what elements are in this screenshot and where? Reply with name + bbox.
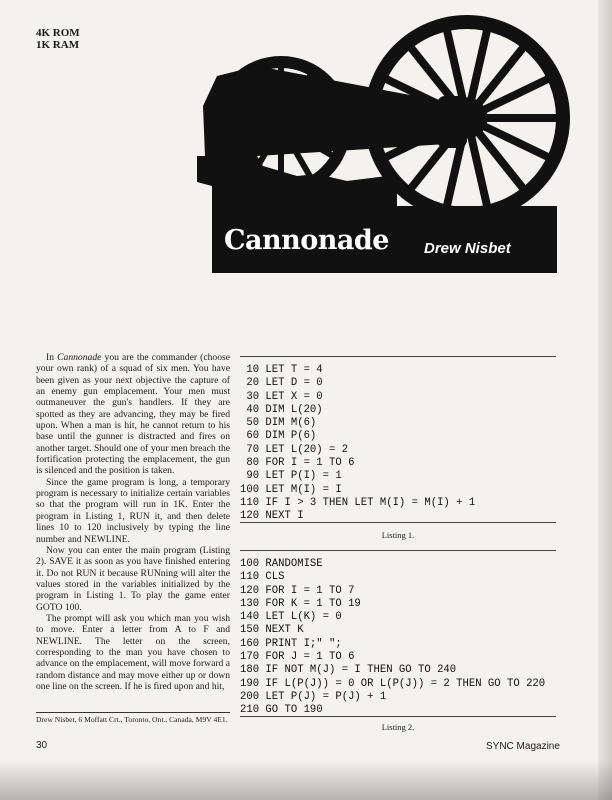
code-line: 190 IF L(P(J)) = 0 OR L(P(J)) = 2 THEN GO TO 220 xyxy=(240,677,546,690)
footnote-divider xyxy=(36,712,230,713)
code-line: 120 FOR I = 1 TO 7 xyxy=(240,584,355,597)
code-line: 200 LET P(J) = P(J) + 1 xyxy=(240,690,387,703)
listing-2-top-rule xyxy=(240,550,556,551)
code-line: 60 DIM P(6) xyxy=(240,430,317,443)
page-edge-shadow xyxy=(598,0,612,800)
listing-2-code xyxy=(240,558,545,718)
code-line: 30 LET X = 0 xyxy=(240,390,323,403)
article-author: Drew Nisbet xyxy=(424,240,511,257)
rom-requirement: 4K ROM xyxy=(36,27,80,39)
paragraph-1: In Cannonade you are the commander (choose your own rank) of a squad of six men. You have been given as your next objective the capture of an enemy gun emplacement. Your men must outmaneuver the gun's handlers. If they are spotted as they are advancing, they may be fired upon. When a man is hit, he cannot return to his base until the gunner is distracted and fires on another target. Should one of your men breach the fortification protecting the emplacement, the gun is silenced and the position is taken. xyxy=(36,352,231,477)
author-address: Drew Nisbet, 6 Moffatt Crt., Toronto, Ont., Canada, M9V 4E1. xyxy=(36,715,228,724)
code-line: 100 RANDOMISE xyxy=(240,558,323,570)
code-line: 170 FOR J = 1 TO 6 xyxy=(240,651,355,664)
code-line: 40 DIM L(20) xyxy=(240,403,323,416)
code-line: 10 LET T = 4 xyxy=(240,364,323,376)
ram-requirement: 1K RAM xyxy=(36,39,80,51)
article-body xyxy=(36,352,230,692)
listing-1-code xyxy=(240,364,475,524)
code-line: 140 LET L(K) = 0 xyxy=(240,611,342,624)
listing-2-caption: Listing 2. xyxy=(381,722,415,732)
paragraph-2: Since the game program is long, a temporary program is necessary to initialize certain variables so that the program will run in 1K. Enter the program in Listing 1, RUN it, and then delete lines 10 to 120 inclusively by typing the line number and NEWLINE. xyxy=(36,476,230,545)
page-number: 30 xyxy=(36,740,48,751)
code-line: 100 LET M(I) = I xyxy=(240,483,342,496)
game-name: Cannonade xyxy=(57,352,102,363)
paragraph-4: The prompt will ask you which man you wish to move. Enter a letter from A to F and NEWLINE. The letter on the screen, corresponding to the man you have chosen to advance on the emplacement, will move forward a random distance and may move either up or down one line on the screen. If he is fired upon and hit, xyxy=(36,612,230,692)
listing-2-bottom-rule xyxy=(240,716,556,717)
code-line: 20 LET D = 0 xyxy=(240,377,323,390)
code-line: 130 FOR K = 1 TO 19 xyxy=(240,597,361,610)
listing-1-bottom-rule xyxy=(240,522,556,523)
code-line: 110 CLS xyxy=(240,571,285,584)
bottom-shadow xyxy=(0,760,612,800)
article-title: Cannonade xyxy=(224,225,389,256)
listing-1-top-rule xyxy=(240,356,556,357)
system-requirements xyxy=(36,27,80,51)
code-line: 80 FOR I = 1 TO 6 xyxy=(240,457,355,470)
code-line: 70 LET L(20) = 2 xyxy=(240,443,349,456)
code-line: 160 PRINT I;" "; xyxy=(240,637,342,650)
code-line: 90 LET P(I) = 1 xyxy=(240,470,342,483)
code-line: 210 GO TO 190 xyxy=(240,704,323,717)
code-line: 180 IF NOT M(J) = I THEN GO TO 240 xyxy=(240,664,457,677)
magazine-name: SYNC Magazine xyxy=(486,741,560,752)
code-line: 110 IF I > 3 THEN LET M(I) = M(I) + 1 xyxy=(240,496,476,509)
cannon-barrel xyxy=(203,66,455,166)
code-line: 50 DIM M(6) xyxy=(240,417,317,430)
paragraph-3: Now you can enter the main program (Listing 2). SAVE it as soon as you have finished entering it. Do not RUN it because RUNning will alter the values stored in the variables initialized by the program in Listing 1. To play the game enter GOTO 100. xyxy=(36,544,230,613)
code-line: 150 NEXT K xyxy=(240,624,304,637)
code-line: 120 NEXT I xyxy=(240,510,304,523)
listing-1-caption: Listing 1. xyxy=(381,530,415,540)
